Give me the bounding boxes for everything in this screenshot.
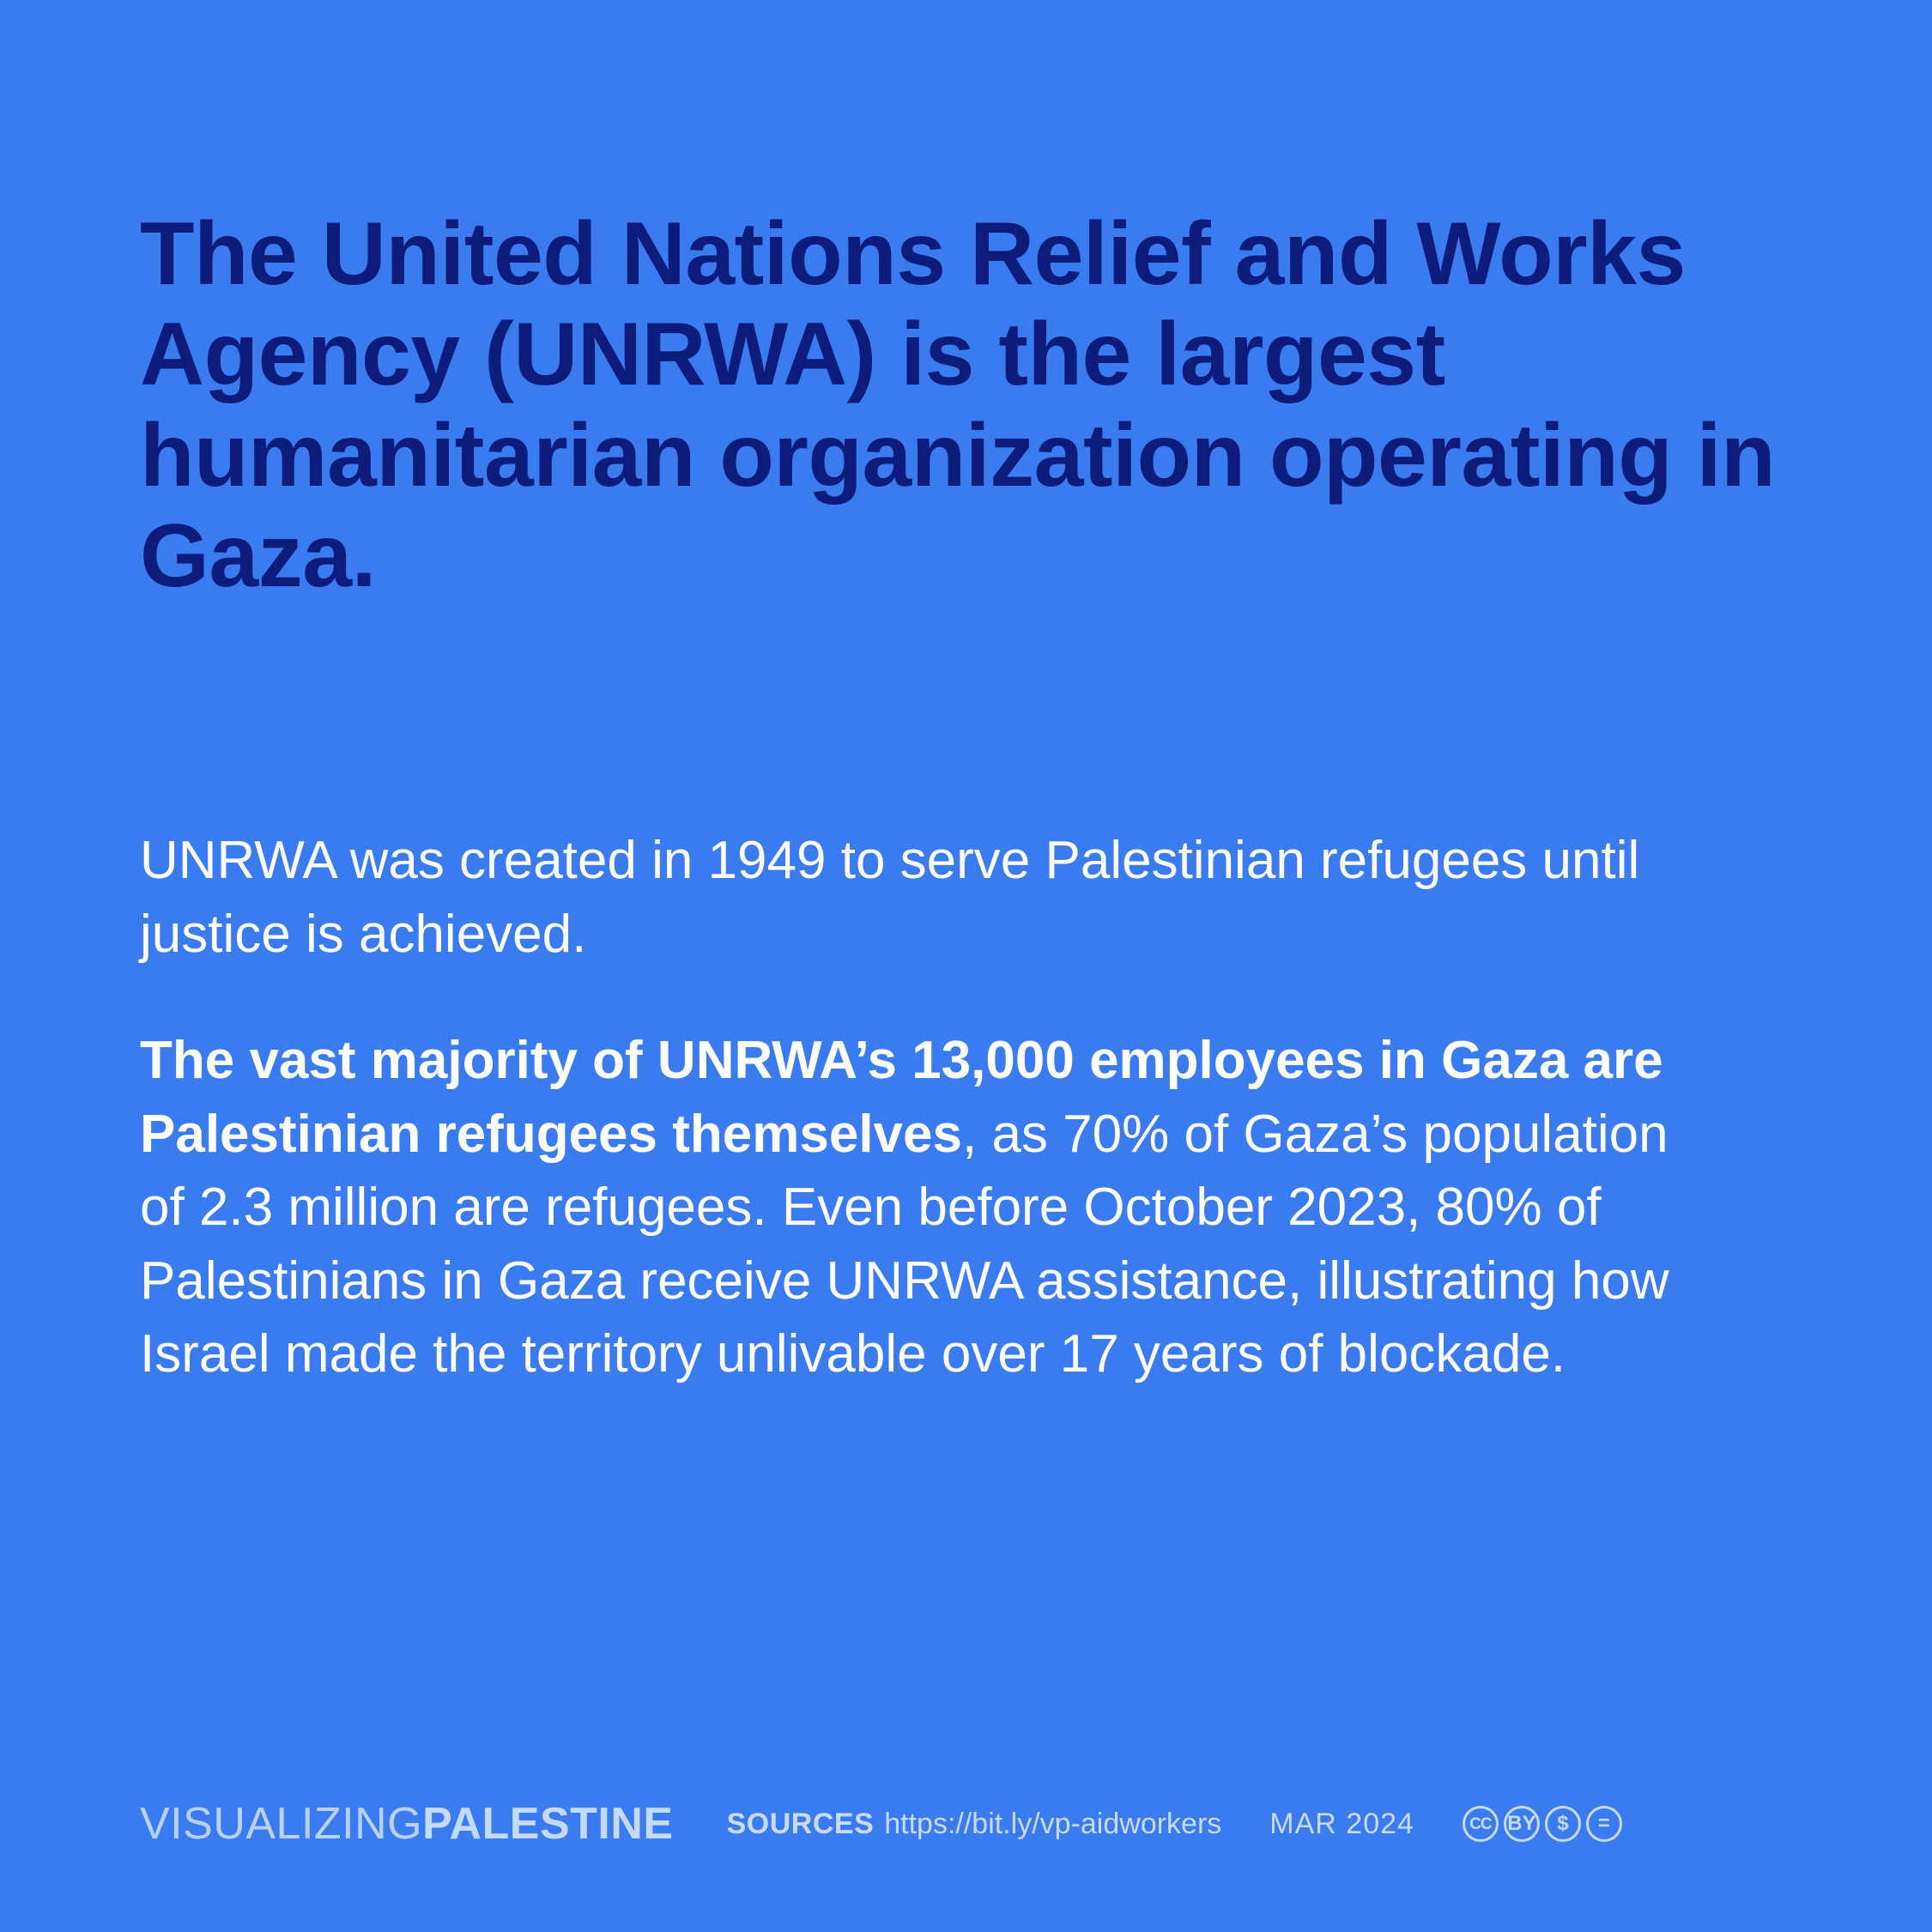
logo-text-light: VISUALIZING: [140, 1799, 423, 1849]
logo-text-bold: PALESTINE: [422, 1799, 674, 1849]
sources-url[interactable]: https://bit.ly/vp-aidworkers: [884, 1807, 1222, 1840]
publication-date: MAR 2024: [1269, 1807, 1414, 1840]
footer: [140, 1798, 1792, 1850]
cc-icon: CC: [1463, 1806, 1499, 1842]
cc-noderivatives-icon: =: [1586, 1806, 1622, 1842]
cc-by-icon: BY: [1504, 1806, 1540, 1842]
creative-commons-license: [1463, 1806, 1622, 1842]
paragraph-2: [140, 1024, 1702, 1391]
page-title: The United Nations Relief and Works Agency (UNRWA) is the largest humanitarian organization operating in Gaza.: [140, 203, 1776, 607]
sources-label: SOURCES: [726, 1807, 875, 1840]
paragraph-2-remainder: , as 70% of Gaza’s population of 2.3 million are refugees. Even before October 2023, 80% of Palestinians in Gaza receive UNRWA assistance, illustrating how Israel made the territory unlivable over 17 years of blockade.: [140, 1104, 1669, 1384]
cc-noncommercial-icon: $: [1545, 1806, 1581, 1842]
sources: [727, 1808, 1222, 1841]
paragraph-2-emphasis: The vast majority of UNRWA’s 13,000 employees in Gaza are Palestinian refugees themselves: [140, 1031, 1663, 1164]
visualizing-palestine-logo: [140, 1798, 674, 1850]
paragraph-1: UNRWA was created in 1949 to serve Palestinian refugees until justice is achieved.: [140, 831, 1640, 964]
body-text: [140, 824, 1702, 1391]
